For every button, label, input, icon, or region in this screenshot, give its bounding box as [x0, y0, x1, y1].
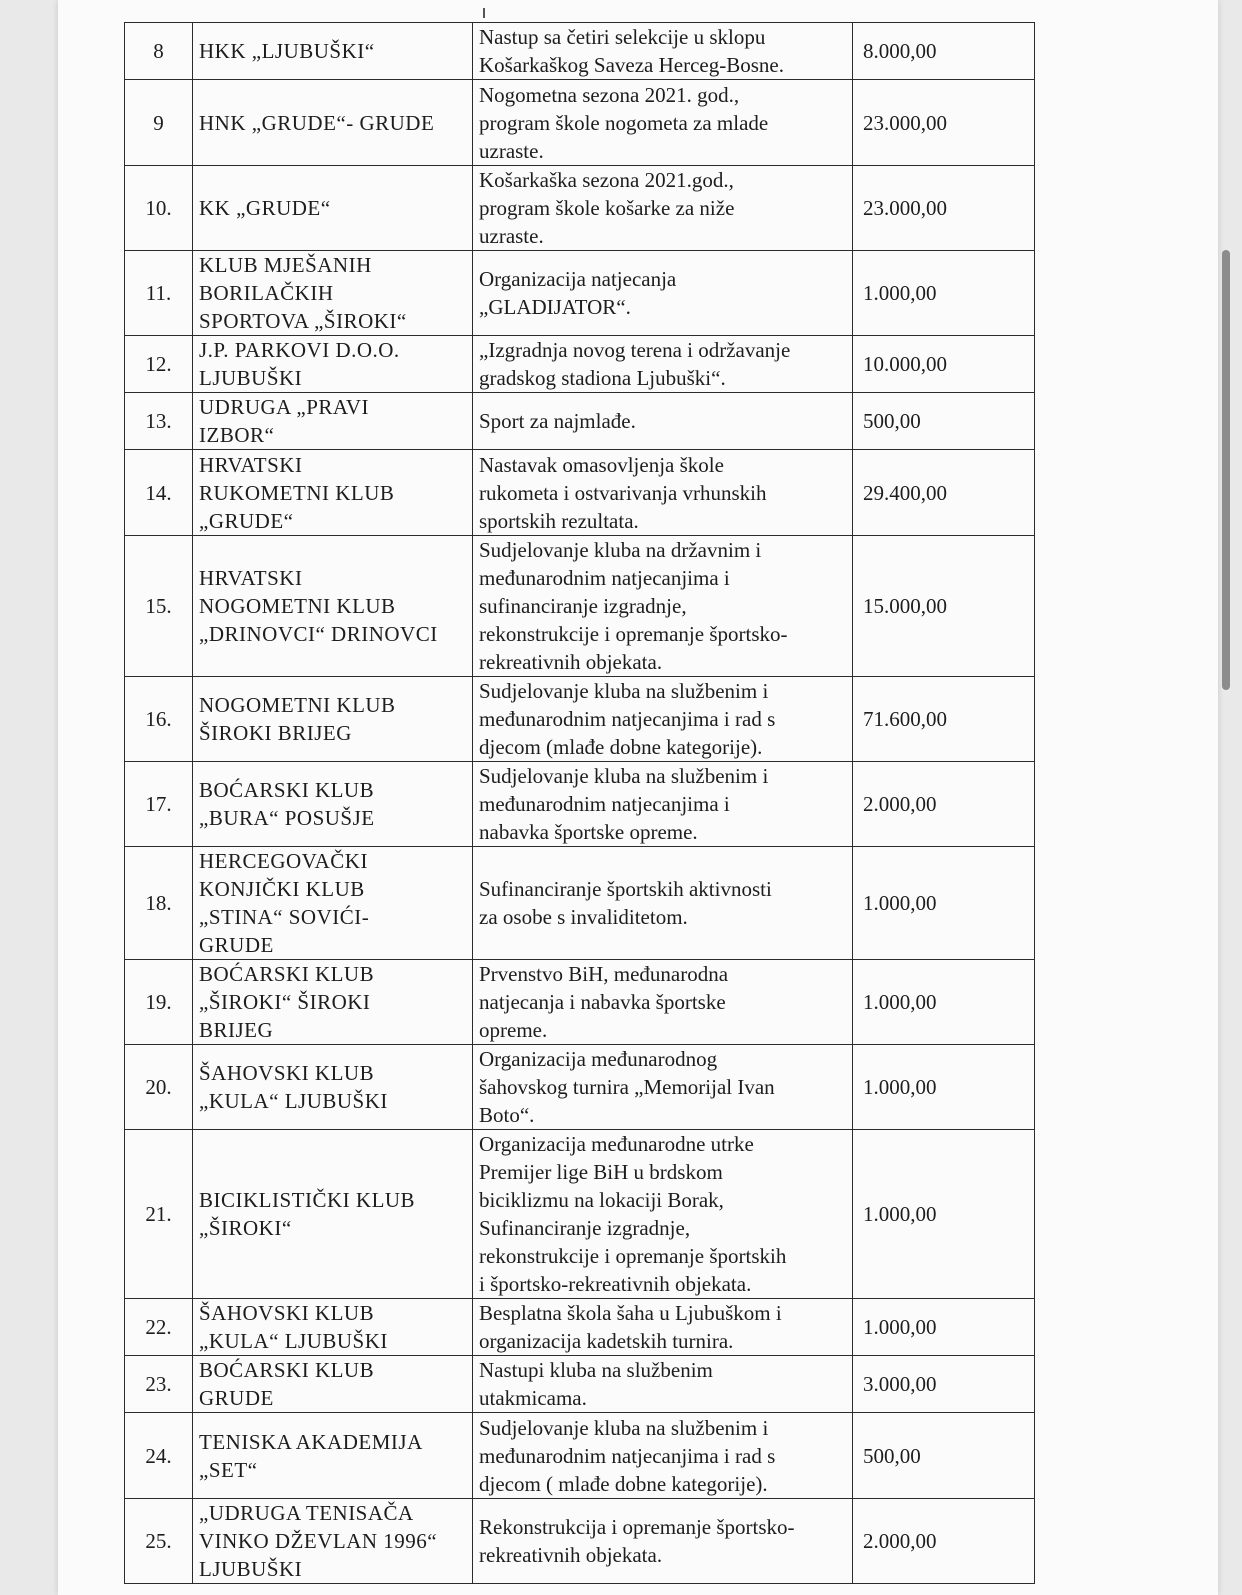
- row-number: 22.: [125, 1299, 193, 1356]
- row-number: 11.: [125, 251, 193, 336]
- organization-name: ŠAHOVSKI KLUB „KULA“ LJUBUŠKI: [193, 1045, 473, 1130]
- row-number: 17.: [125, 762, 193, 847]
- organization-name: HRVATSKI RUKOMETNI KLUB „GRUDE“: [193, 450, 473, 536]
- organization-name: KLUB MJEŠANIH BORILAČKIH SPORTOVA „ŠIROKI“: [193, 251, 473, 336]
- program-description: „Izgradnja novog terena i održavanje gradskog stadiona Ljubuški“.: [473, 336, 853, 393]
- organization-name: NOGOMETNI KLUB ŠIROKI BRIJEG: [193, 677, 473, 762]
- table-row: [125, 1045, 1035, 1130]
- program-description: Besplatna škola šaha u Ljubuškom i organizacija kadetskih turnira.: [473, 1299, 853, 1356]
- program-description: Sport za najmlađe.: [473, 393, 853, 450]
- page-mark: [483, 8, 485, 18]
- amount: 500,00: [853, 393, 1035, 450]
- organization-name: HRVATSKI NOGOMETNI KLUB „DRINOVCI“ DRINOVCI: [193, 536, 473, 677]
- program-description: Košarkaška sezona 2021.god., program škole košarke za niže uzraste.: [473, 166, 853, 251]
- table-row: [125, 1499, 1035, 1584]
- table-row: [125, 393, 1035, 450]
- organization-name: BOĆARSKI KLUB GRUDE: [193, 1356, 473, 1413]
- row-number: 12.: [125, 336, 193, 393]
- program-description: Sudjelovanje kluba na službenim i međunarodnim natjecanjima i rad s djecom (mlađe dobne kategorije).: [473, 677, 853, 762]
- row-number: 25.: [125, 1499, 193, 1584]
- vertical-scrollbar[interactable]: [1222, 250, 1230, 690]
- row-number: 10.: [125, 166, 193, 251]
- amount: 10.000,00: [853, 336, 1035, 393]
- amount: 2.000,00: [853, 1499, 1035, 1584]
- amount: 8.000,00: [853, 23, 1035, 80]
- table-row: [125, 80, 1035, 166]
- row-number: 8: [125, 23, 193, 80]
- amount: 29.400,00: [853, 450, 1035, 536]
- organization-name: HNK „GRUDE“- GRUDE: [193, 80, 473, 166]
- table-row: [125, 251, 1035, 336]
- organization-name: „UDRUGA TENISAČA VINKO DŽEVLAN 1996“ LJUBUŠKI: [193, 1499, 473, 1584]
- program-description: Organizacija međunarodnog šahovskog turnira „Memorijal Ivan Boto“.: [473, 1045, 853, 1130]
- organization-name: ŠAHOVSKI KLUB „KULA“ LJUBUŠKI: [193, 1299, 473, 1356]
- row-number: 13.: [125, 393, 193, 450]
- program-description: Nastavak omasovljenja škole rukometa i ostvarivanja vrhunskih sportskih rezultata.: [473, 450, 853, 536]
- table-row: [125, 1299, 1035, 1356]
- organization-name: BICIKLISTIČKI KLUB „ŠIROKI“: [193, 1130, 473, 1299]
- program-description: Organizacija međunarodne utrke Premijer lige BiH u brdskom biciklizmu na lokaciji Borak, Sufinanciranje izgradnje, rekonstrukcije i opremanje športskih i športsko-rekreativnih objekata.: [473, 1130, 853, 1299]
- table-row: [125, 1130, 1035, 1299]
- program-description: Nastup sa četiri selekcije u sklopu Košarkaškog Saveza Herceg-Bosne.: [473, 23, 853, 80]
- row-number: 20.: [125, 1045, 193, 1130]
- amount: 23.000,00: [853, 80, 1035, 166]
- row-number: 16.: [125, 677, 193, 762]
- program-description: Sudjelovanje kluba na službenim i međunarodnim natjecanjima i nabavka športske opreme.: [473, 762, 853, 847]
- row-number: 15.: [125, 536, 193, 677]
- amount: 23.000,00: [853, 166, 1035, 251]
- organization-name: BOĆARSKI KLUB „ŠIROKI“ ŠIROKI BRIJEG: [193, 960, 473, 1045]
- row-number: 19.: [125, 960, 193, 1045]
- amount: 15.000,00: [853, 536, 1035, 677]
- table-row: [125, 1413, 1035, 1499]
- row-number: 21.: [125, 1130, 193, 1299]
- program-description: Sufinanciranje športskih aktivnosti za osobe s invaliditetom.: [473, 847, 853, 960]
- amount: 1.000,00: [853, 1130, 1035, 1299]
- table-row: [125, 762, 1035, 847]
- amount: 2.000,00: [853, 762, 1035, 847]
- organization-name: BOĆARSKI KLUB „BURA“ POSUŠJE: [193, 762, 473, 847]
- table-row: [125, 450, 1035, 536]
- program-description: Sudjelovanje kluba na državnim i međunarodnim natjecanjima i sufinanciranje izgradnje, rekonstrukcije i opremanje športsko- rekreativnih objekata.: [473, 536, 853, 677]
- organization-name: TENISKA AKADEMIJA „SET“: [193, 1413, 473, 1499]
- amount: 1.000,00: [853, 1299, 1035, 1356]
- row-number: 24.: [125, 1413, 193, 1499]
- amount: 500,00: [853, 1413, 1035, 1499]
- row-number: 18.: [125, 847, 193, 960]
- amount: 3.000,00: [853, 1356, 1035, 1413]
- program-description: Sudjelovanje kluba na službenim i međunarodnim natjecanjima i rad s djecom ( mlađe dobne kategorije).: [473, 1413, 853, 1499]
- program-description: Rekonstrukcija i opremanje športsko- rekreativnih objekata.: [473, 1499, 853, 1584]
- table-row: [125, 23, 1035, 80]
- program-description: Nastupi kluba na službenim utakmicama.: [473, 1356, 853, 1413]
- table-row: [125, 677, 1035, 762]
- table-row: [125, 1356, 1035, 1413]
- funding-table: [124, 22, 1035, 1584]
- amount: 1.000,00: [853, 1045, 1035, 1130]
- row-number: 23.: [125, 1356, 193, 1413]
- row-number: 14.: [125, 450, 193, 536]
- amount: 1.000,00: [853, 251, 1035, 336]
- organization-name: J.P. PARKOVI D.O.O. LJUBUŠKI: [193, 336, 473, 393]
- amount: 1.000,00: [853, 960, 1035, 1045]
- table-row: [125, 536, 1035, 677]
- organization-name: HKK „LJUBUŠKI“: [193, 23, 473, 80]
- program-description: Prvenstvo BiH, međunarodna natjecanja i nabavka športske opreme.: [473, 960, 853, 1045]
- program-description: Organizacija natjecanja „GLADIJATOR“.: [473, 251, 853, 336]
- organization-name: KK „GRUDE“: [193, 166, 473, 251]
- table-row: [125, 960, 1035, 1045]
- table-row: [125, 166, 1035, 251]
- organization-name: HERCEGOVAČKI KONJIČKI KLUB „STINA“ SOVIĆI- GRUDE: [193, 847, 473, 960]
- row-number: 9: [125, 80, 193, 166]
- table-body: [125, 23, 1035, 1584]
- amount: 71.600,00: [853, 677, 1035, 762]
- table-row: [125, 336, 1035, 393]
- table-row: [125, 847, 1035, 960]
- amount: 1.000,00: [853, 847, 1035, 960]
- organization-name: UDRUGA „PRAVI IZBOR“: [193, 393, 473, 450]
- program-description: Nogometna sezona 2021. god., program škole nogometa za mlade uzraste.: [473, 80, 853, 166]
